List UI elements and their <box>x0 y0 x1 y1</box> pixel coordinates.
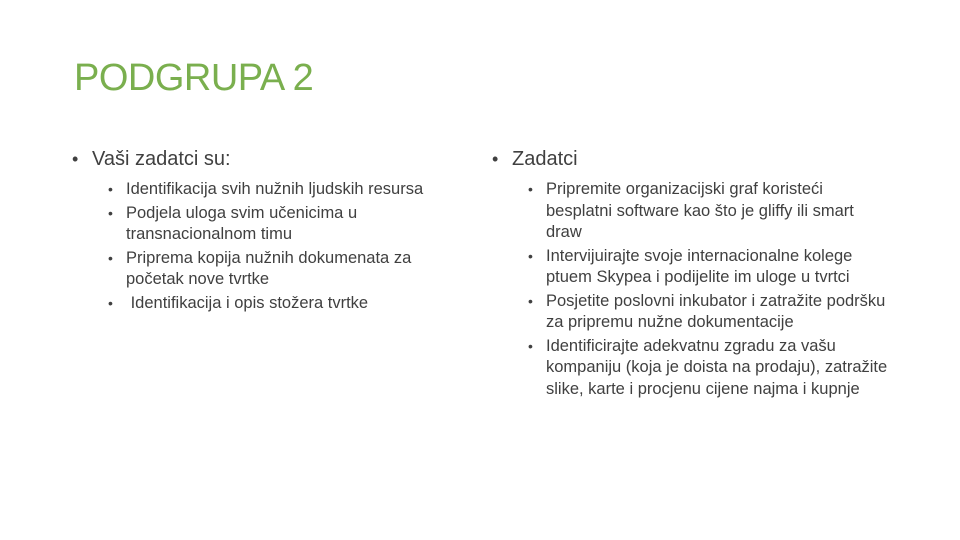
bullet-icon: • <box>72 149 79 169</box>
left-heading-row <box>72 145 457 173</box>
list-item-text: Posjetite poslovni inkubator i zatražite podršku za pripremu nužne dokumentacije <box>546 291 886 331</box>
list-item <box>528 246 892 289</box>
list-item <box>528 336 892 401</box>
left-task-list <box>72 179 457 314</box>
left-heading: Vaši zadatci su: <box>92 148 231 170</box>
list-item <box>108 248 457 291</box>
bullet-icon: • <box>108 181 113 197</box>
bullet-icon: • <box>108 204 113 221</box>
slide-title: PODGRUPA 2 <box>74 57 314 99</box>
right-task-list <box>492 179 892 400</box>
list-item-text: Identificirajte adekvatnu zgradu za vašu kompaniju (koja je doista na prodaju), zatražite slike, karte i procjenu cijene najma i kupnje <box>546 336 888 398</box>
bullet-icon: • <box>528 337 533 354</box>
list-item-text: Podjela uloga svim učenicima u transnacionalnom timu <box>126 203 358 243</box>
right-heading-row <box>492 145 892 173</box>
list-item <box>108 203 457 246</box>
list-item <box>528 291 892 334</box>
list-item-text: Priprema kopija nužnih dokumenata za početak nove tvrtke <box>126 248 412 288</box>
bullet-icon: • <box>108 294 113 311</box>
bullet-icon: • <box>528 247 533 264</box>
bullet-icon: • <box>108 249 113 266</box>
list-item-text: Identifikacija svih nužnih ljudskih resursa <box>126 180 424 198</box>
list-item <box>108 293 457 315</box>
list-item <box>108 179 457 201</box>
list-item-text: Identifikacija i opis stožera tvrtke <box>126 293 369 312</box>
list-item-text: Intervijuirajte svoje internacionalne kolege ptuem Skypea i podijelite im uloge u tvrtci <box>546 246 853 286</box>
left-column <box>72 145 457 316</box>
list-item-text: Pripremite organizacijski graf koristeći besplatni software kao što je gliffy ili smart draw <box>546 180 854 241</box>
bullet-icon: • <box>492 149 499 169</box>
list-item <box>528 179 892 244</box>
bullet-icon: • <box>528 181 533 197</box>
right-column <box>492 145 892 402</box>
right-heading: Zadatci <box>512 148 578 170</box>
bullet-icon: • <box>528 292 533 309</box>
